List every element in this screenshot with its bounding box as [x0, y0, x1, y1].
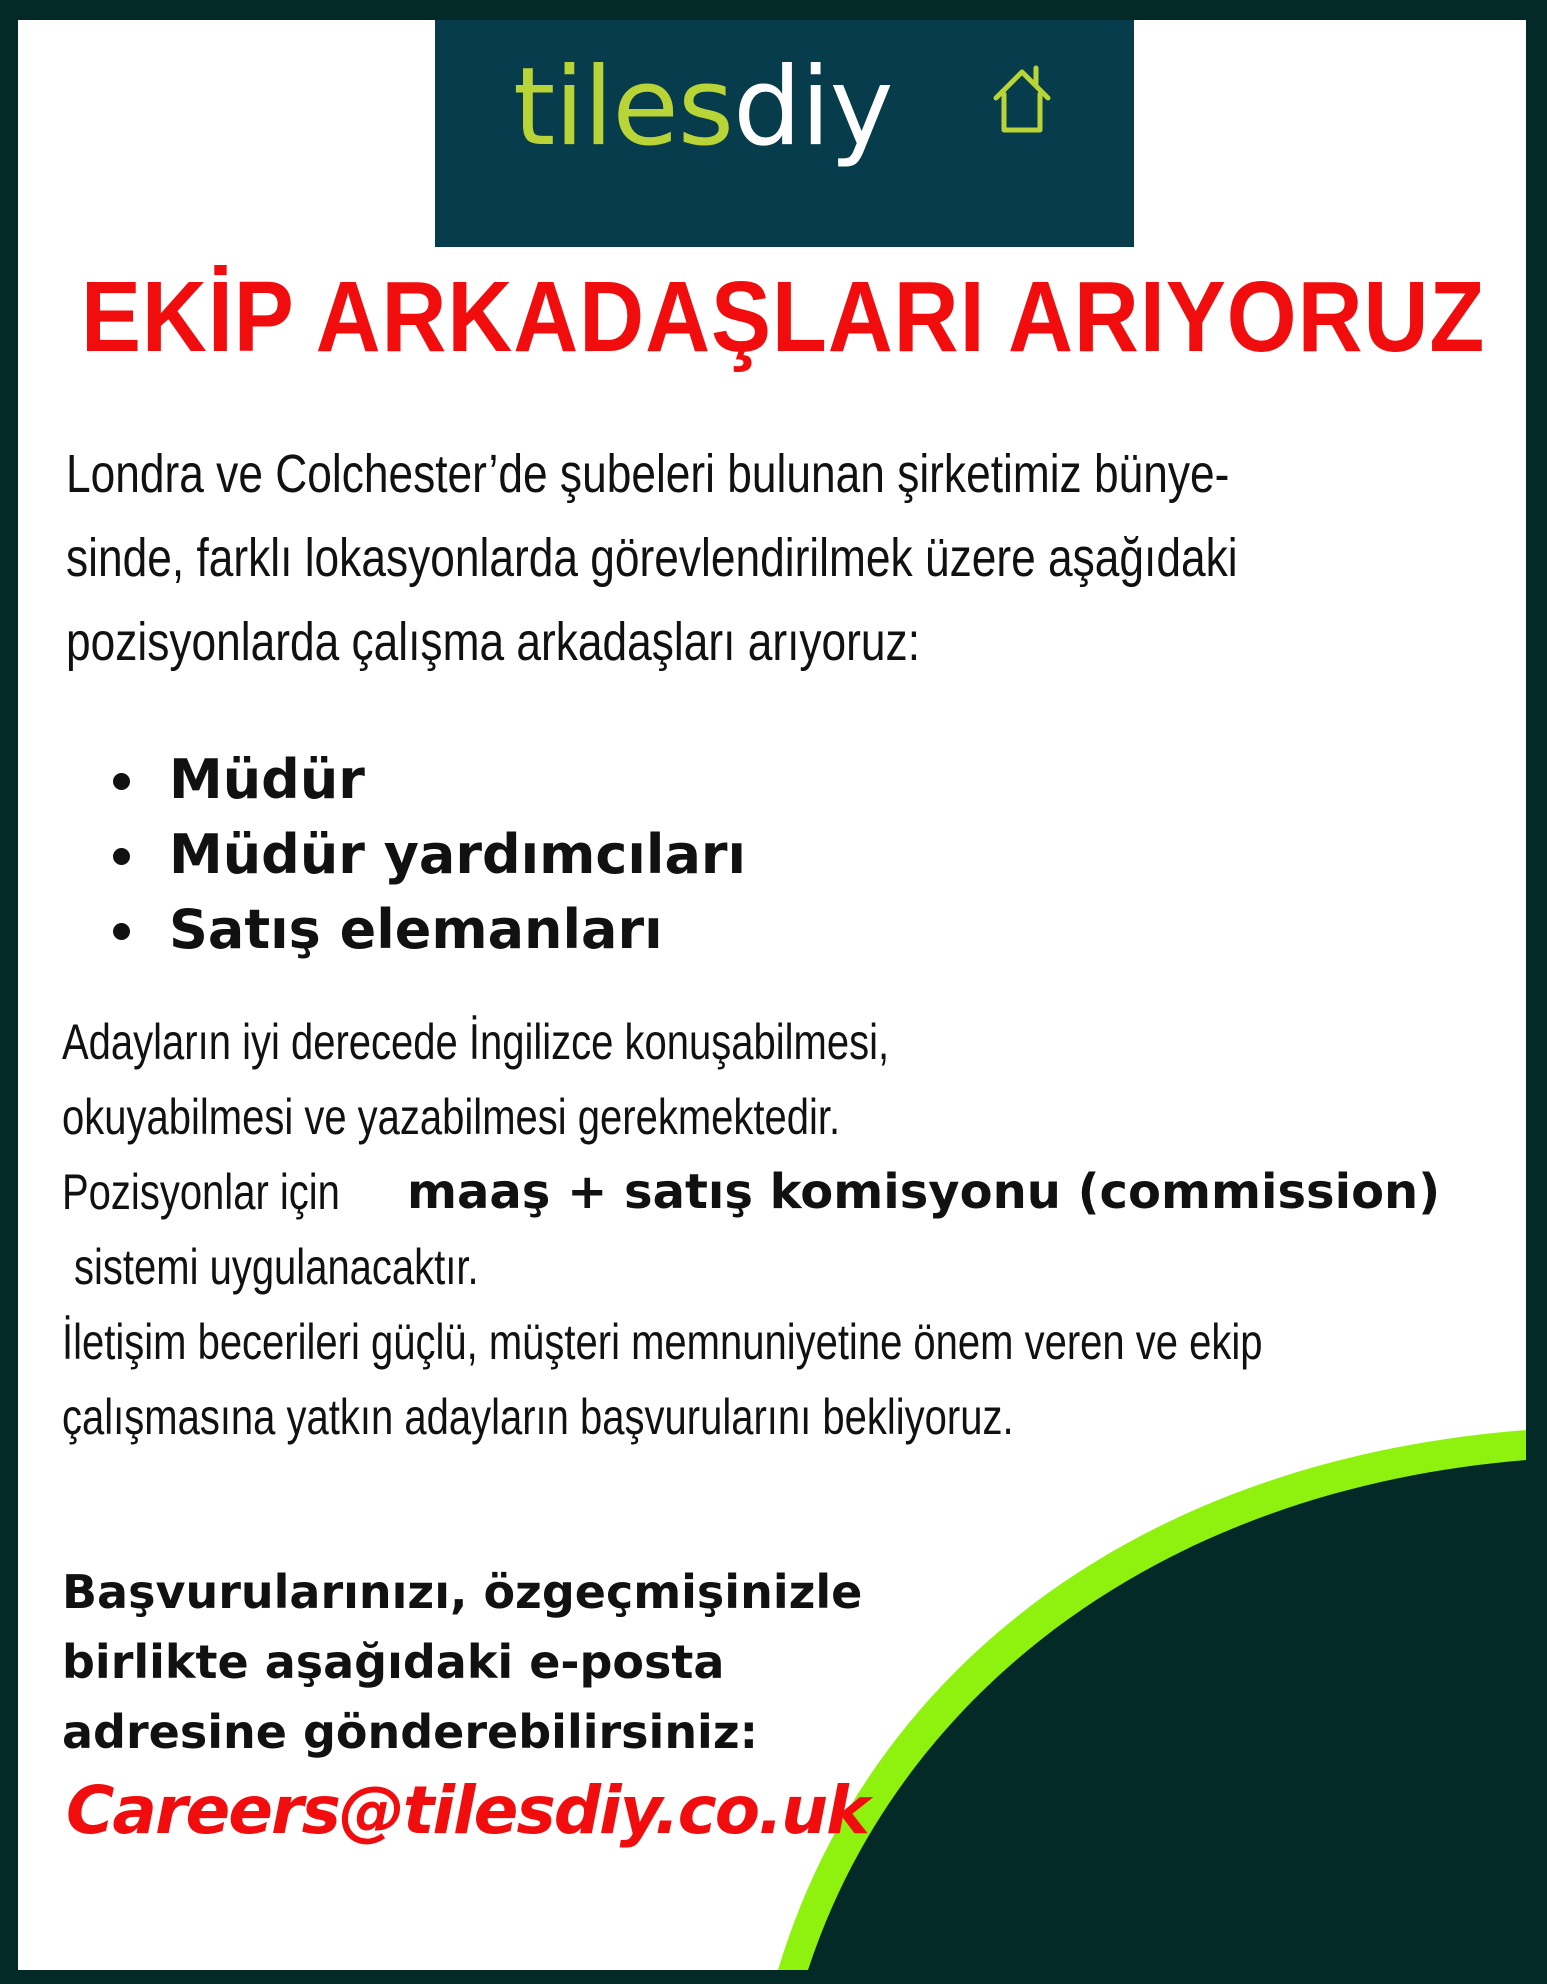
requirements-line: okuyabilmesi ve yazabilmesi gerekmektedir.: [62, 1089, 841, 1145]
contact-email: Careers@tilesdiy.co.uk: [66, 1772, 869, 1849]
position-label: Müdür yardımcıları: [169, 823, 747, 886]
apply-line: Başvurularınızı, özgeçmişinizle: [62, 1565, 863, 1619]
apply-instructions: [62, 1557, 862, 1767]
apply-line: birlikte aşağıdaki e-posta: [62, 1635, 725, 1689]
position-label: Satış elemanları: [169, 898, 663, 961]
position-label: Müdür: [169, 748, 365, 811]
compensation-highlight: maaş + satış komisyonu (commission): [407, 1164, 1441, 1220]
page-title: EKİP ARKADAŞLARI ARIYORUZ: [81, 261, 1486, 373]
logo-text-diy: diy: [733, 45, 893, 170]
brand-logo: [435, 20, 1134, 247]
house-outline-icon: [990, 64, 1054, 136]
intro-line: pozisyonlarda çalışma arkadaşları arıyoruz:: [66, 612, 920, 672]
intro-line: Londra ve Colchester’de şubeleri bulunan şirketimiz bünye-: [66, 444, 1230, 504]
intro-line: sinde, farklı lokasyonlarda görevlendirilmek üzere aşağıdaki: [66, 528, 1238, 588]
requirements-line: sistemi uygulanacaktır.: [74, 1239, 479, 1295]
requirements-line: Adayların iyi derecede İngilizce konuşabilmesi,: [62, 1014, 890, 1070]
job-posting-card: [18, 20, 1526, 1970]
apply-line: adresine gönderebilirsiniz:: [62, 1705, 758, 1759]
requirements-line: İletişim becerileri güçlü, müşteri memnuniyetine önem veren ve ekip: [62, 1314, 1263, 1370]
logo-wordmark: [513, 45, 893, 170]
requirements-line: çalışmasına yatkın adayların başvurularını bekliyoruz.: [62, 1389, 1014, 1445]
logo-text-tiles: tiles: [513, 45, 734, 170]
requirements-line: Pozisyonlar için: [62, 1164, 340, 1220]
